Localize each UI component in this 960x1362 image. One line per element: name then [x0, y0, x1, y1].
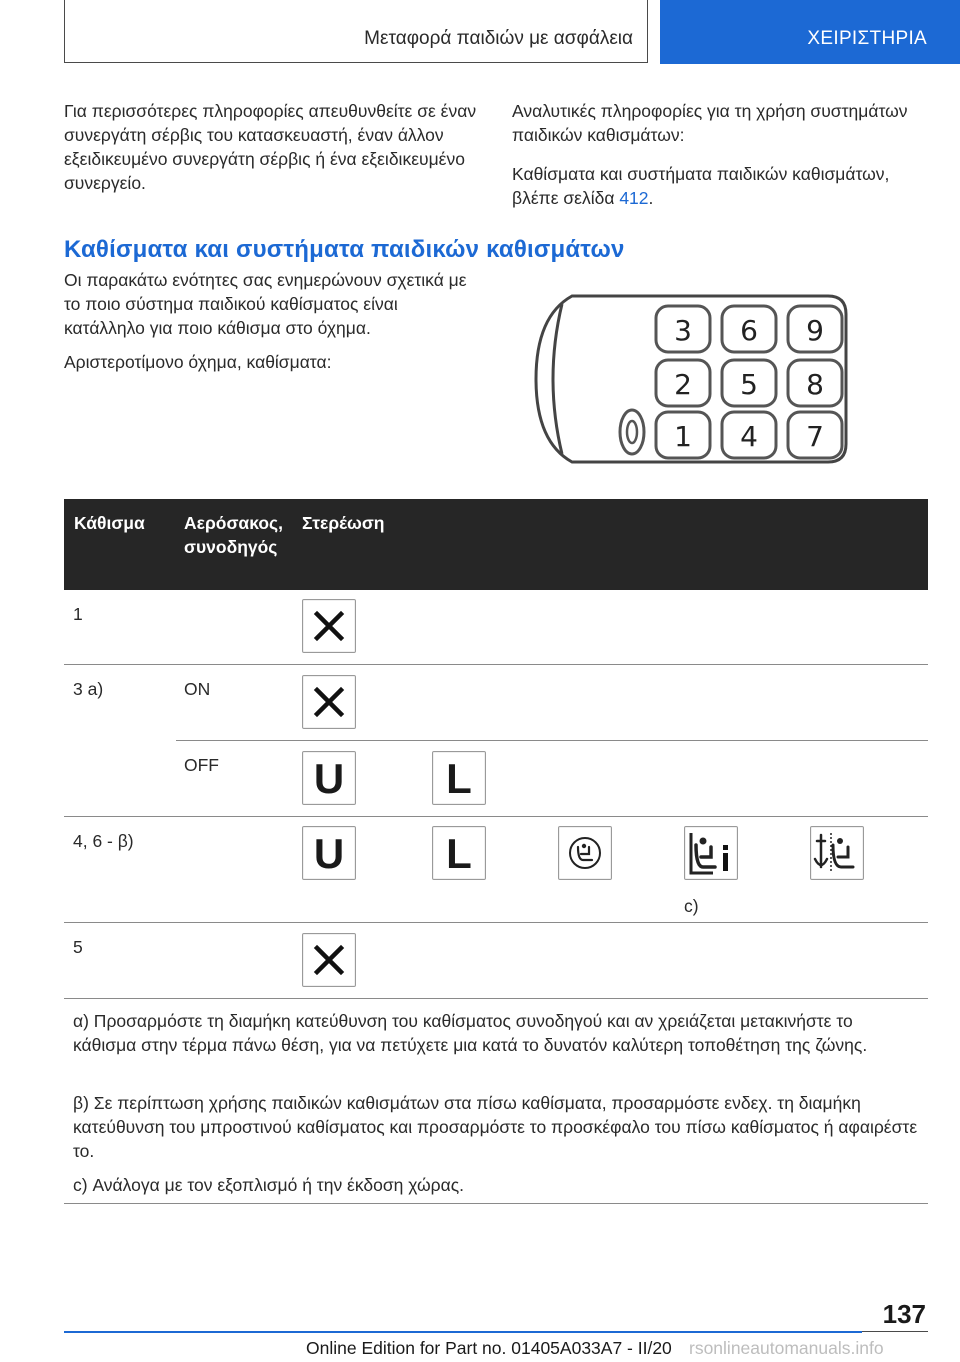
reference-text: Καθίσματα και συστήματα παιδικών καθισμάτων, βλέπε σελίδα: [512, 164, 890, 208]
page-link[interactable]: 412: [619, 188, 649, 208]
seat-layout-svg: [532, 292, 852, 467]
universal-u-symbol: [302, 826, 356, 880]
seat-label-2: 2: [674, 368, 692, 401]
seat-box-9: [788, 306, 842, 352]
seat-box-5: [722, 360, 776, 406]
seat-box-4: [722, 412, 776, 458]
row-4-note: c): [684, 896, 699, 916]
row-2-seat: 3 a): [73, 679, 104, 699]
row-1-seat: 1: [73, 604, 83, 624]
steering-wheel-icon: [620, 410, 644, 454]
chapter-title: ΧΕΙΡΙΣΤΗΡΙΑ: [807, 28, 927, 49]
header-fixing: Στερέωση: [302, 513, 385, 533]
not-suitable-icon: [302, 933, 356, 987]
row-5-seat: 5: [73, 937, 83, 957]
vehicle-label: Αριστεροτίμονο όχημα, καθίσματα:: [64, 352, 332, 372]
seat-box-2: [656, 360, 710, 406]
header-section-box: [64, 0, 648, 63]
intro-right-paragraph: Αναλυτικές πληροφορίες για τη χρήση συστημάτων παιδικών καθισμάτων:: [512, 101, 908, 145]
seat-label-1: 1: [674, 420, 692, 453]
header-chapter-tab[interactable]: [660, 0, 960, 64]
row-divider: [64, 816, 928, 817]
seat-box-6: [722, 306, 776, 352]
table-header: [64, 499, 928, 590]
seat-layout-diagram: [532, 292, 852, 467]
reference-tail: .: [648, 188, 654, 208]
edition-text: Online Edition for Part no. 01405A033A7 - II/20: [306, 1338, 672, 1358]
section-title: Μεταφορά παιδιών με ασφάλεια: [364, 28, 633, 49]
seat-label-9: 9: [806, 314, 824, 347]
seat-box-1: [656, 412, 710, 458]
child-seat-info-icon: [684, 826, 738, 880]
seat-label-6: 6: [740, 314, 758, 347]
seat-label-5: 5: [740, 368, 758, 401]
u-label: U: [313, 830, 345, 877]
universal-u-symbol: [302, 751, 356, 805]
watermark-text: rsonlineautomanuals.info: [689, 1338, 884, 1358]
footnote-divider: [64, 1203, 928, 1204]
intro-right-reference: [512, 162, 928, 210]
row-2-airbag: ON: [184, 679, 211, 699]
footnote-a: α) Προσαρμόστε τη διαμήκη κατεύθυνση του καθίσματος συνοδηγού και αν χρειάζεται μετακινήστε το κάθισμα στην τέρμα πάνω θέση, για να πετύχετε μια κατά το δυνατόν καλύτερη τοποθέτηση της ζώνης.: [73, 1011, 868, 1055]
l-label: L: [446, 755, 472, 802]
footnote-b: β) Σε περίπτωση χρήσης παιδικών καθισμάτων στα πίσω καθίσματα, προσαρμόστε ενδεχ. τη διαμήκη κατεύθυνση του μπροστινού καθίσματος και προσαρμόστε το προσκέφαλο του πίσω καθίσματος ή αφαιρέστε το.: [73, 1093, 918, 1161]
l-label: L: [446, 830, 472, 877]
seat-grid: [656, 306, 842, 458]
semi-universal-l-symbol: [432, 751, 486, 805]
seat-label-4: 4: [740, 420, 758, 453]
seat-box-8: [788, 360, 842, 406]
semi-universal-l-symbol: [432, 826, 486, 880]
header-seat: Κάθισμα: [74, 513, 145, 533]
not-suitable-icon: [302, 599, 356, 653]
isofix-anchor-icon: [810, 826, 864, 880]
section-heading: Καθίσματα και συστήματα παιδικών καθισμάτων: [64, 236, 625, 263]
section-intro: Οι παρακάτω ενότητες σας ενημερώνουν σχετικά με το ποιο σύστημα παιδικού καθίσματος είναι κατάλληλο για ποιο κάθισμα στο όχημα.: [64, 270, 467, 338]
intro-left-paragraph: Για περισσότερες πληροφορίες απευθυνθείτε σε έναν συνεργάτη σέρβις του κατασκευαστή, έναν άλλον εξειδικευμένο συνεργάτη σέρβις ή ένα εξειδικευμένο συνεργείο.: [64, 101, 477, 193]
u-label: U: [313, 755, 345, 802]
row-divider: [64, 998, 928, 999]
row-3-airbag: OFF: [184, 755, 219, 775]
seat-label-3: 3: [674, 314, 692, 347]
page-number: 137: [882, 1299, 926, 1329]
footnote-c: c) Ανάλογα με τον εξοπλισμό ή την έκδοση χώρας.: [73, 1175, 465, 1195]
row-divider: [64, 664, 928, 665]
row-4-seat: 4, 6 - β): [73, 831, 134, 851]
seat-box-3: [656, 306, 710, 352]
row-divider: [64, 922, 928, 923]
footer-rule-accent: [64, 1331, 862, 1333]
header-airbag: Αερόσακος, συνοδηγός: [184, 513, 284, 557]
row-divider: [176, 740, 928, 741]
i-size-seat-icon: [558, 826, 612, 880]
not-suitable-icon: [302, 675, 356, 729]
seat-label-7: 7: [806, 420, 824, 453]
seat-box-7: [788, 412, 842, 458]
seat-label-8: 8: [806, 368, 824, 401]
